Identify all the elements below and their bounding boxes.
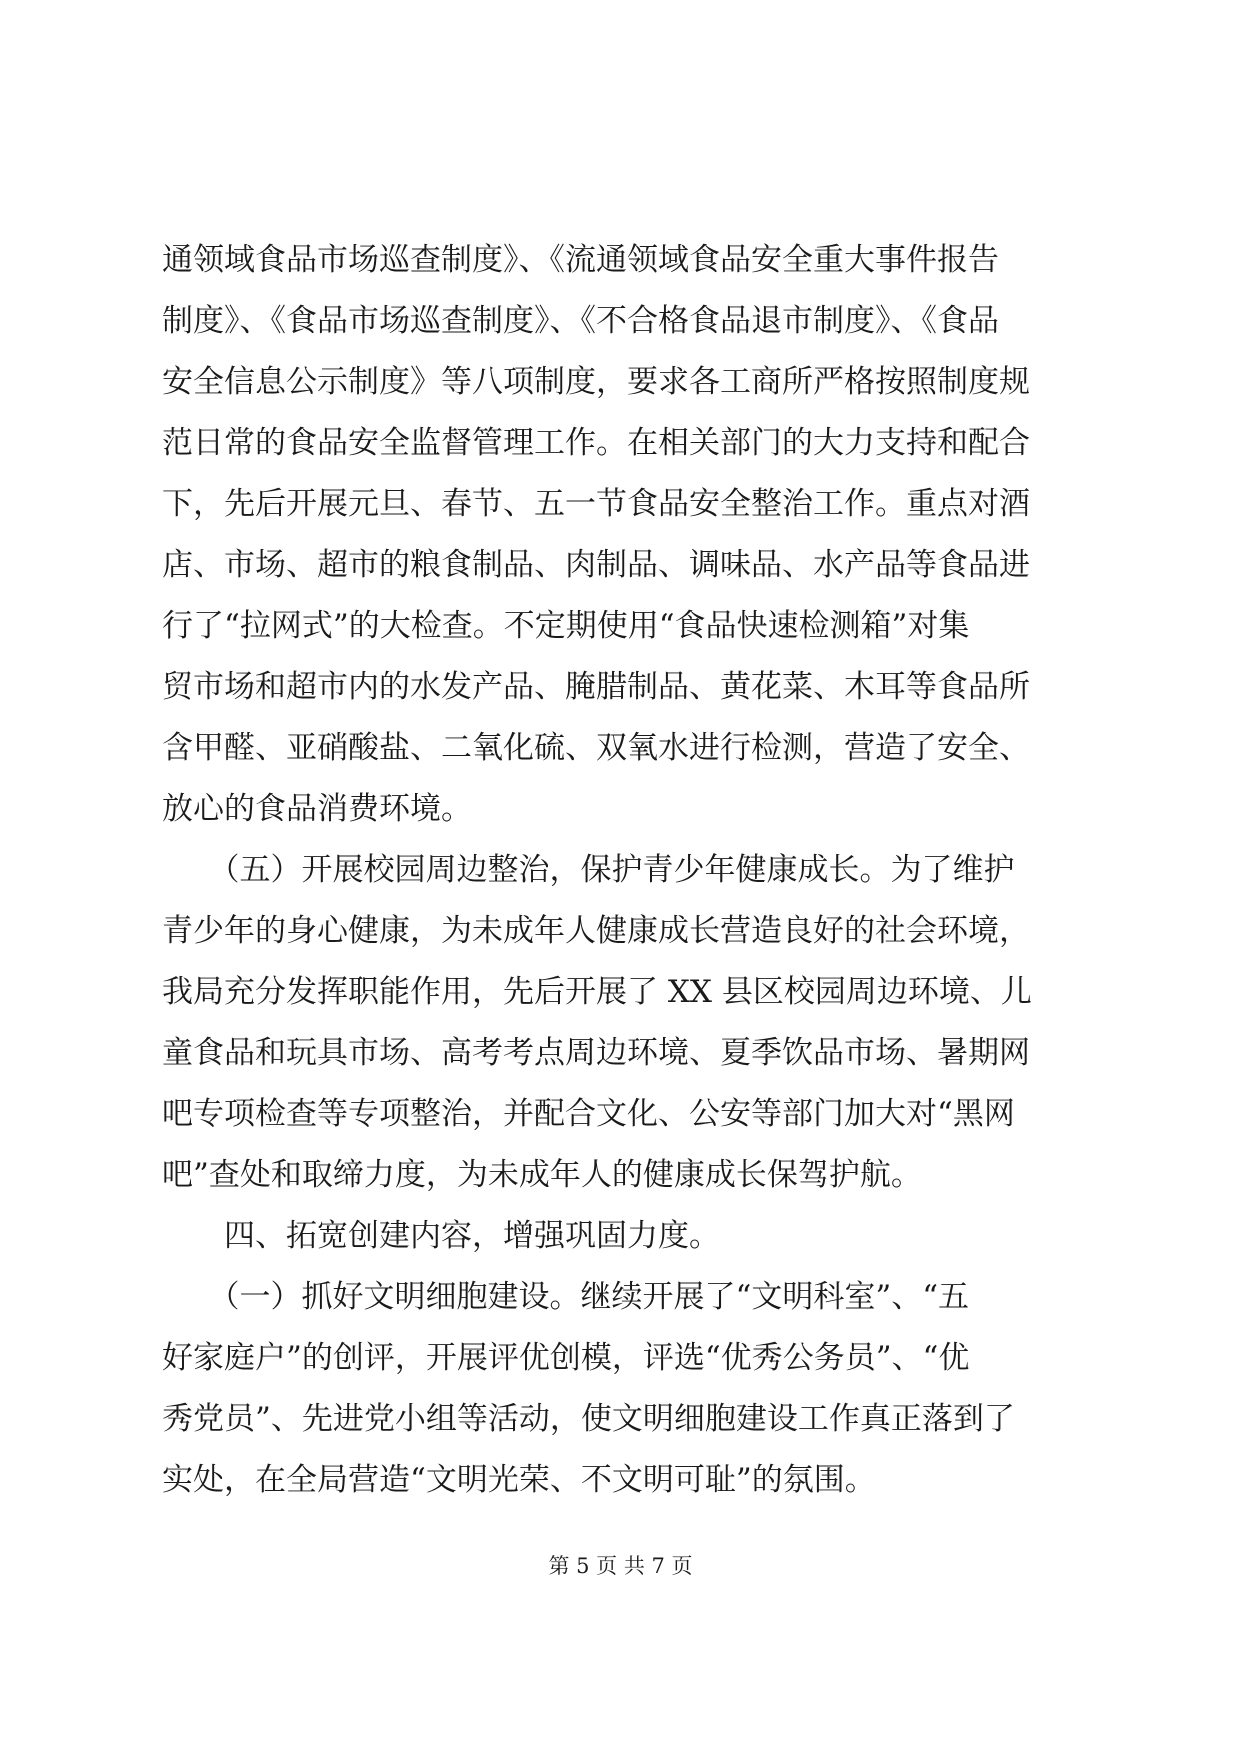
page-footer: 第 5 页 共 7 页 — [548, 1554, 693, 1578]
text-line: 实处，在全局营造“文明光荣、不文明可耻”的氛围。 — [162, 1462, 876, 1498]
body-text — [162, 230, 1087, 1511]
text-line: 我局充分发挥职能作用，先后开展了 XX 县区校园周边环境、儿 — [162, 974, 1032, 1010]
text-line: 制度》、《食品市场巡查制度》、《不合格食品退市制度》、《食品 — [162, 303, 999, 339]
text-line: 贸市场和超市内的水发产品、腌腊制品、黄花菜、木耳等食品所 — [162, 669, 1030, 705]
text-line: 秀党员”、先进党小组等活动，使文明细胞建设工作真正落到了 — [162, 1401, 1015, 1437]
text-line: 行了“拉网式”的大检查。不定期使用“食品快速检测箱”对集 — [162, 608, 970, 644]
text-line: 下，先后开展元旦、春节、五一节食品安全整治工作。重点对酒 — [162, 486, 1030, 522]
text-line: 吧专项检查等专项整治，并配合文化、公安等部门加大对“黑网 — [162, 1096, 1015, 1132]
text-line: （五）开展校园周边整治，保护青少年健康成长。为了维护 — [162, 852, 1015, 888]
text-line: 童食品和玩具市场、高考考点周边环境、夏季饮品市场、暑期网 — [162, 1035, 1030, 1071]
text-line: 通领域食品市场巡查制度》、《流通领域食品安全重大事件报告 — [162, 242, 999, 278]
text-line: 范日常的食品安全监督管理工作。在相关部门的大力支持和配合 — [162, 425, 1030, 461]
text-line: （一）抓好文明细胞建设。继续开展了“文明科室”、“五 — [162, 1279, 970, 1315]
text-line: 店、市场、超市的粮食制品、肉制品、调味品、水产品等食品进 — [162, 547, 1030, 583]
text-line: 好家庭户”的创评，开展评优创模，评选“优秀公务员”、“优 — [162, 1340, 970, 1376]
text-line: 放心的食品消费环境。 — [162, 791, 472, 827]
text-line: 含甲醛、亚硝酸盐、二氧化硫、双氧水进行检测，营造了安全、 — [162, 730, 1030, 766]
text-line: 青少年的身心健康，为未成年人健康成长营造良好的社会环境， — [162, 913, 1030, 949]
section-heading: 四、拓宽创建内容，增强巩固力度。 — [162, 1218, 720, 1254]
text-line: 安全信息公示制度》等八项制度，要求各工商所严格按照制度规 — [162, 364, 1030, 400]
text-line: 吧”查处和取缔力度，为未成年人的健康成长保驾护航。 — [162, 1157, 922, 1193]
